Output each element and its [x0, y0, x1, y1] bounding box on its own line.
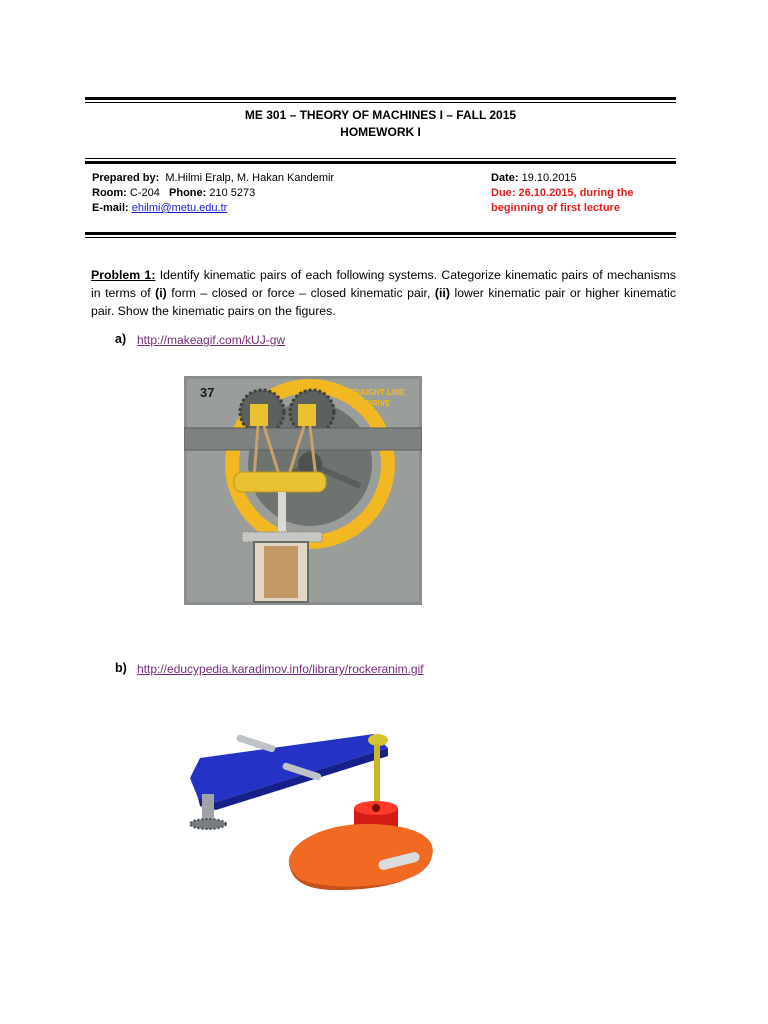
info-rule-bottom-thick — [85, 232, 676, 235]
email-link[interactable]: ehilmi@metu.edu.tr — [131, 202, 228, 214]
figure-a-caption-2: DRIVE — [366, 399, 391, 408]
problem-label: Problem 1: — [91, 268, 156, 282]
header-rule-top-thin — [85, 102, 676, 103]
due-line-1: Due: 26.10.2015, during the — [491, 187, 634, 199]
date-line: Date: 19.10.2015 — [491, 172, 577, 184]
info-rule-bottom — [85, 237, 676, 238]
item-a-link[interactable]: http://makeagif.com/kUJ-gw — [137, 333, 286, 347]
problem-statement: Problem 1: Identify kinematic pairs of each following systems. Categorize kinematic pairs of mechanisms in terms of (i) form – closed or force – closed kinematic pair, (ii) lower kinematic pair or higher kinematic pair. Show the kinematic pairs on the figures. — [91, 268, 676, 318]
figure-a-straight-line-drive — [184, 376, 422, 605]
email-line: E-mail: ehilmi@metu.edu.tr — [92, 202, 228, 214]
due-line-2: beginning of first lecture — [491, 202, 620, 214]
homework-title: HOMEWORK I — [340, 125, 421, 139]
info-rule-top — [85, 158, 676, 159]
prepared-line: Prepared by: M.Hilmi Eralp, M. Hakan Kandemir — [92, 172, 335, 184]
info-left — [92, 171, 334, 216]
header-rule-top — [85, 97, 676, 100]
figure-b-rocker-mechanism — [186, 728, 438, 892]
item-b-link[interactable]: http://educypedia.karadimov.info/library/rockeranim.gif — [137, 662, 424, 676]
figure-a-number: 37 — [200, 385, 215, 400]
course-title: ME 301 – THEORY OF MACHINES I – FALL 2015 — [244, 108, 517, 122]
room-line: Room: C-204 Phone: 210 5273 — [92, 187, 256, 199]
figure-a-caption-1: STRAIGHT LINE — [344, 388, 406, 397]
item-b-label: b) — [115, 661, 127, 675]
info-rule-top-thick — [85, 161, 676, 164]
info-right — [491, 171, 633, 216]
item-a-label: a) — [115, 332, 127, 346]
